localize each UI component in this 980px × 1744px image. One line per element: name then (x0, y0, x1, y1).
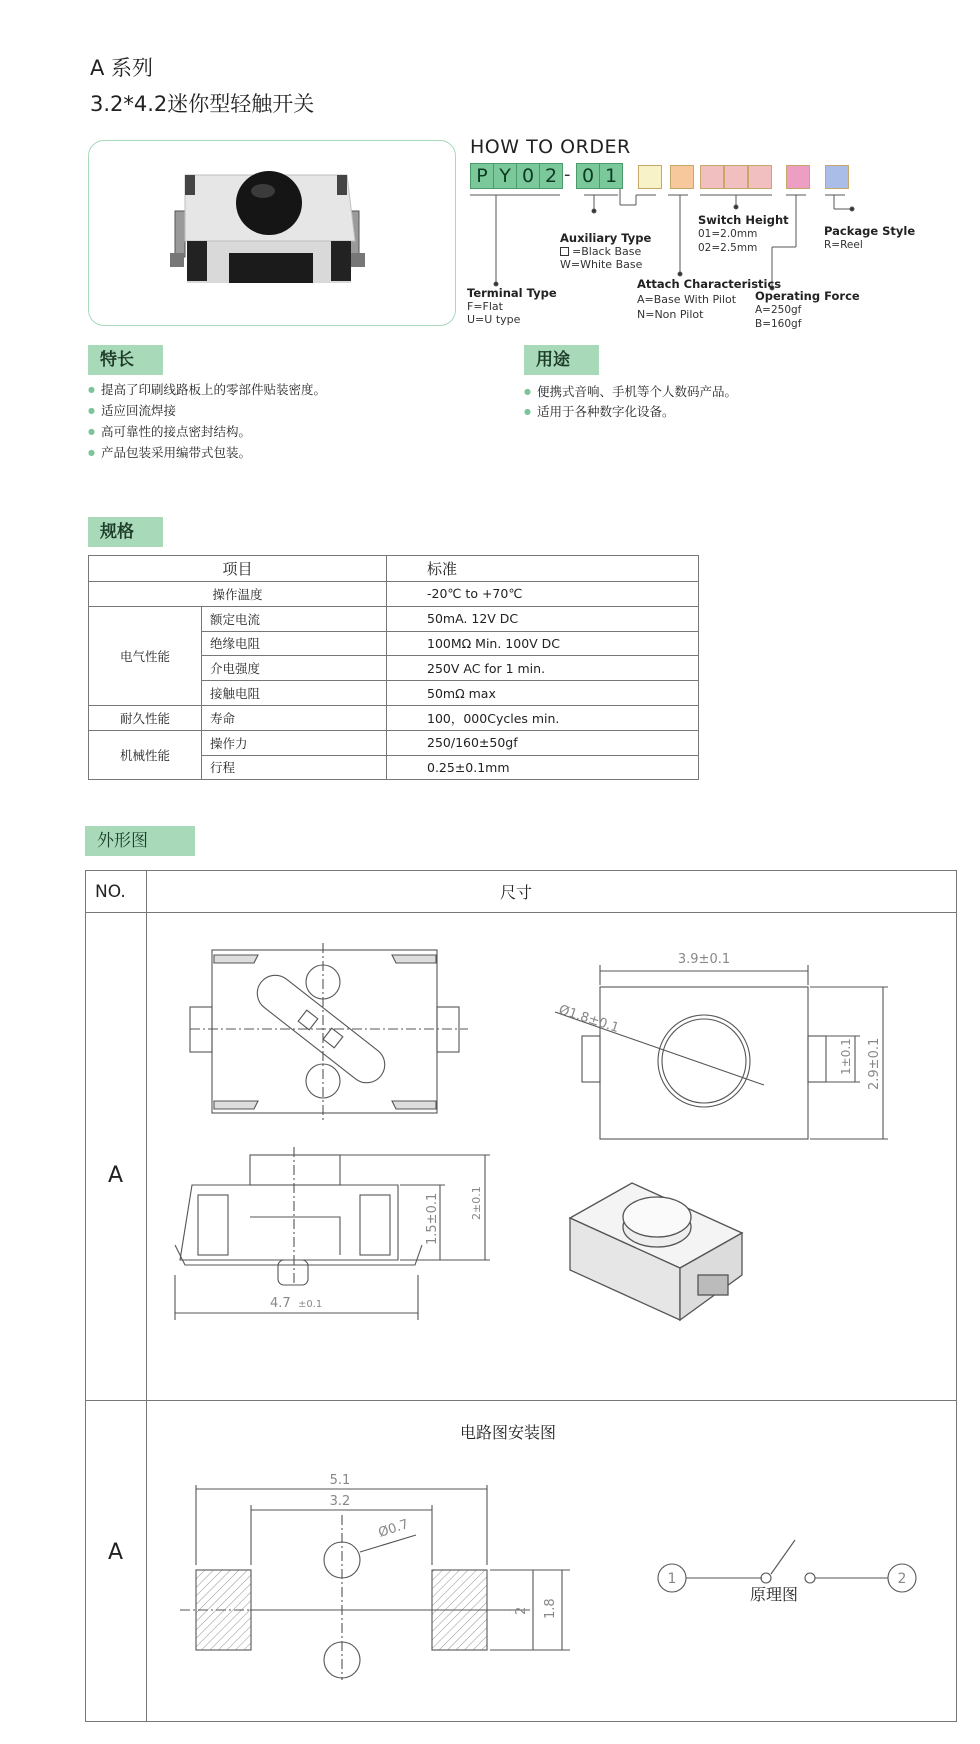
pad-height-2: 1.8 (543, 1598, 558, 1619)
dim-side-w-tol: ±0.1 (298, 1299, 323, 1310)
package-style-block: Package Style R=Reel (824, 224, 916, 251)
code-char: 0 (516, 163, 540, 189)
spec-value: 0.25±0.1mm (387, 755, 699, 780)
code-dash: - (564, 164, 571, 185)
spec-value: 250/160±50gf (387, 730, 699, 755)
slot-auxiliary (638, 165, 662, 189)
outline-divider (146, 870, 147, 1722)
product-title: 3.2*4.2迷你型轻触开关 (90, 92, 315, 116)
spec-label: 寿命 (202, 705, 387, 730)
dim-h1: 1±0.1 (839, 1038, 853, 1075)
spec-table (88, 555, 699, 780)
attach-characteristics-block: Attach Characteristics A=Base With Pilot N=Non Pilot (637, 277, 782, 321)
code-char: 2 (539, 163, 563, 189)
code-char: P (470, 163, 494, 189)
slot-attach (670, 165, 694, 189)
feature-item: ● 高可靠性的接点密封结构。 (88, 422, 251, 440)
operating-force-block: Operating Force A=250gf B=160gf (755, 289, 860, 330)
series-title: A 系列 (90, 56, 154, 80)
feature-item: ● 提高了印刷线路板上的零部件贴装密度。 (88, 380, 326, 398)
dim-width: 3.9±0.1 (677, 952, 731, 967)
code-char: 1 (599, 163, 623, 189)
outline-heading: 外形图 (85, 826, 195, 856)
spec-value: 100，000Cycles min. (387, 705, 699, 730)
how-to-order-title: HOW TO ORDER (470, 136, 631, 158)
outline-divider (85, 1400, 957, 1401)
code-char: Y (493, 163, 517, 189)
slot-height-1 (700, 165, 724, 189)
slot-height-2 (724, 165, 748, 189)
spec-value: 250V AC for 1 min. (387, 656, 699, 681)
spec-label: 绝缘电阻 (202, 631, 387, 656)
auxiliary-type-block: Auxiliary Type =Black Base W=White Base (560, 231, 652, 271)
spec-col-standard: 标准 (387, 556, 699, 582)
outline-row-no: A (108, 1540, 124, 1565)
footprint-drawing (150, 1455, 930, 1685)
pin-2-label: 2 (897, 1571, 907, 1587)
slot-force (786, 165, 810, 189)
dim-side-w: 4.7 (270, 1296, 291, 1311)
code-char: 0 (576, 163, 600, 189)
terminal-type-block: Terminal Type F=Flat U=U type (467, 286, 557, 326)
product-photo (89, 141, 455, 325)
spec-value: 50mΩ max (387, 681, 699, 706)
spec-col-item: 项目 (89, 556, 387, 582)
pin-1-label: 1 (667, 1571, 677, 1587)
outline-divider (85, 912, 957, 913)
spec-label: 行程 (202, 755, 387, 780)
dim-diameter: Ø1.8±0.1 (556, 1002, 621, 1037)
slot-height-3 (748, 165, 772, 189)
outline-row-no: A (108, 1163, 124, 1188)
dim-side-h1: 1.5±0.1 (425, 1192, 440, 1245)
spec-group: 耐久性能 (89, 705, 202, 730)
features-heading: 特长 (88, 345, 163, 375)
iso-view-drawing (570, 1183, 742, 1320)
side-view-drawing (175, 1147, 490, 1320)
switch-height-block: Switch Height 01=2.0mm 02=2.5mm (698, 213, 789, 254)
outline-col-no: NO. (95, 882, 126, 902)
bottom-view-drawing (190, 943, 468, 1120)
schematic-label: 原理图 (750, 1585, 799, 1604)
dimension-drawings (150, 915, 950, 1395)
product-photo-frame (88, 140, 456, 326)
spec-group: 机械性能 (89, 730, 202, 780)
spec-label: 额定电流 (202, 606, 387, 631)
usage-heading: 用途 (524, 345, 599, 375)
spec-value: 100MΩ Min. 100V DC (387, 631, 699, 656)
spec-value: -20℃ to +70℃ (387, 582, 699, 607)
usage-item: ● 适用于各种数字化设备。 (524, 402, 675, 420)
pad-height-1: 2 (514, 1606, 529, 1615)
slot-package (825, 165, 849, 189)
pad-width-outer: 5.1 (329, 1473, 351, 1488)
dim-side-h2: 2±0.1 (470, 1186, 483, 1220)
pad-diameter: Ø0.7 (376, 1516, 411, 1541)
feature-item: ● 产品包装采用编带式包装。 (88, 443, 251, 461)
outline-col-dim: 尺寸 (500, 883, 533, 902)
spec-value: 50mA. 12V DC (387, 606, 699, 631)
spec-label: 接触电阻 (202, 681, 387, 706)
feature-item: ● 适应回流焊接 (88, 401, 176, 419)
spec-label: 操作力 (202, 730, 387, 755)
spec-label: 介电强度 (202, 656, 387, 681)
spec-label: 操作温度 (89, 582, 387, 607)
spec-heading: 规格 (88, 517, 163, 547)
pad-width-inner: 3.2 (329, 1494, 351, 1509)
usage-item: ● 便携式音响、手机等个人数码产品。 (524, 382, 737, 400)
dim-h2: 2.9±0.1 (867, 1037, 882, 1090)
circuit-title: 电路图安装图 (460, 1423, 557, 1442)
spec-group: 电气性能 (89, 606, 202, 705)
